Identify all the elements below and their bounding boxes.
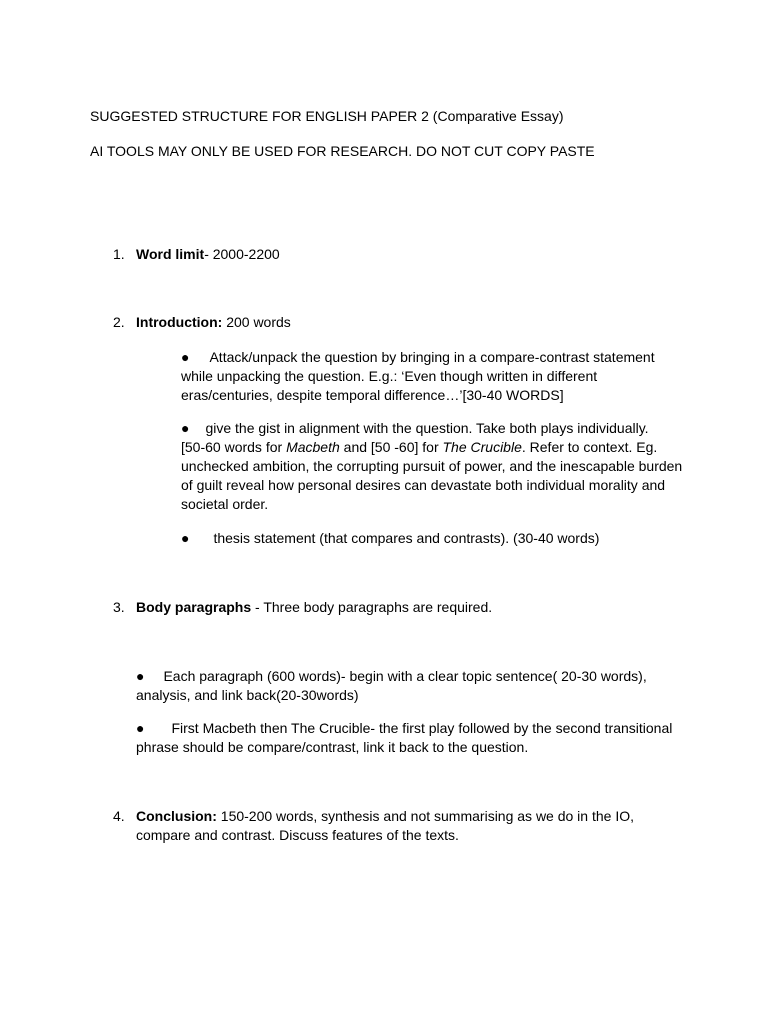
list-item-content bbox=[136, 313, 291, 332]
list-number: 3. bbox=[113, 599, 125, 615]
bullet-icon: ● bbox=[136, 668, 145, 684]
bullet-text-line: Attack/unpack the question by bringing in a compare-contrast statement bbox=[209, 349, 655, 365]
list-item-heading: Introduction: bbox=[136, 314, 223, 330]
bullet-icon: ● bbox=[136, 720, 145, 736]
bullet-item bbox=[181, 348, 655, 405]
page-title: SUGGESTED STRUCTURE FOR ENGLISH PAPER 2 (Comparative Essay) bbox=[90, 108, 564, 124]
list-number: 4. bbox=[113, 808, 125, 824]
list-item-heading: Conclusion: bbox=[136, 808, 217, 824]
play-title-crucible: The Crucible bbox=[442, 439, 522, 455]
list-item-text: 200 words bbox=[222, 314, 291, 330]
bullet-text-line: thesis statement (that compares and contrasts). (30-40 words) bbox=[213, 530, 600, 546]
bullet-text-line: societal order. bbox=[181, 496, 269, 512]
list-item-text: - Three body paragraphs are required. bbox=[251, 599, 493, 615]
bullet-item bbox=[181, 529, 599, 548]
list-item-content bbox=[136, 807, 634, 845]
bullet-text-line: eras/centuries, despite temporal difference…’[30-40 WORDS] bbox=[181, 387, 564, 403]
list-item-content bbox=[136, 598, 492, 617]
bullet-text-line: while unpacking the question. E.g.: ‘Even though written in different bbox=[181, 368, 598, 384]
bullet-item bbox=[136, 719, 672, 757]
notice-text: AI TOOLS MAY ONLY BE USED FOR RESEARCH. DO NOT CUT COPY PASTE bbox=[90, 143, 595, 159]
list-item-text: compare and contrast. Discuss features of the texts. bbox=[136, 827, 459, 843]
bullet-icon: ● bbox=[181, 420, 190, 436]
bullet-item bbox=[181, 419, 682, 514]
bullet-text-line: First Macbeth then The Crucible- the first play followed by the second transitional bbox=[171, 720, 673, 736]
bullet-text-line: Each paragraph (600 words)- begin with a clear topic sentence( 20-30 words), bbox=[163, 668, 647, 684]
list-number: 1. bbox=[113, 246, 125, 262]
list-item-content bbox=[136, 245, 280, 264]
bullet-text-line: analysis, and link back(20-30words) bbox=[136, 687, 359, 703]
list-item-text: - 2000-2200 bbox=[204, 246, 280, 262]
bullet-text-line: phrase should be compare/contrast, link it back to the question. bbox=[136, 739, 529, 755]
bullet-item bbox=[136, 667, 647, 705]
bullet-text-line: [50-60 words for Macbeth and [50 -60] for The Crucible. Refer to context. Eg. bbox=[181, 439, 658, 455]
bullet-text-line: unchecked ambition, the corrupting pursuit of power, and the inescapable burden bbox=[181, 458, 683, 474]
bullet-text-line: give the gist in alignment with the question. Take both plays individually. bbox=[205, 420, 649, 436]
bullet-icon: ● bbox=[181, 349, 190, 365]
play-title-macbeth: Macbeth bbox=[286, 439, 340, 455]
bullet-icon: ● bbox=[181, 530, 190, 546]
list-item-heading: Body paragraphs bbox=[136, 599, 252, 615]
list-item-heading: Word limit bbox=[136, 246, 205, 262]
list-item-text: 150-200 words, synthesis and not summarising as we do in the IO, bbox=[216, 808, 634, 824]
bullet-text-line: of guilt reveal how personal desires can devastate both individual morality and bbox=[181, 477, 666, 493]
list-number: 2. bbox=[113, 314, 125, 330]
